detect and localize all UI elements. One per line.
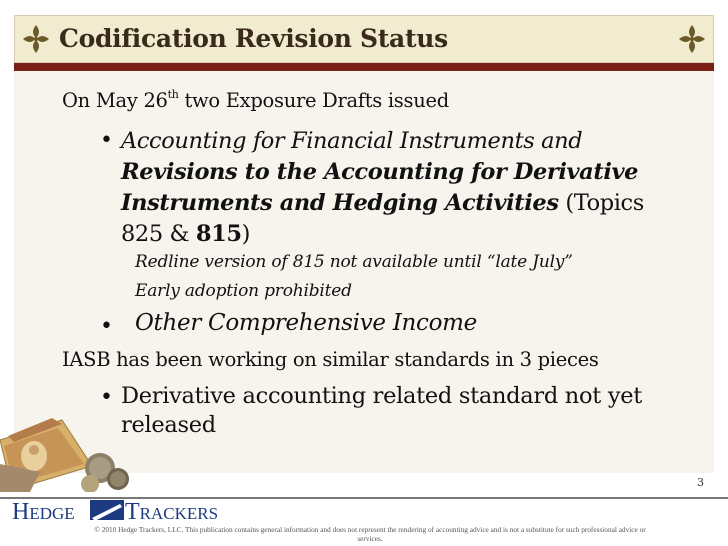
bullet-oci: Other Comprehensive Income [135,310,477,336]
iasb-line: IASB has been working on similar standards in 3 pieces [62,348,599,371]
bullet-derivative-standard: Derivative accounting related standard not yet released [121,383,642,438]
bullet-marker: • [100,385,113,410]
title-bar [14,15,714,63]
bullet-marker: • [100,314,113,339]
hedge-trackers-logo-mark [90,500,124,522]
bullet-marker: • [100,128,113,153]
page-title: Codification Revision Status [59,24,448,53]
ornament-right-icon [677,22,707,56]
footer-disclaimer: © 2010 Hedge Trackers, LLC. This publication contains general information and does not represent the rendering of accounting advice and is not a substitute for such professional advice or services. [94,525,646,543]
logo-trackers-text: Trackers [125,499,219,525]
sub-item-early-adoption: Early adoption prohibited [135,281,352,301]
hedge-trackers-logo [10,499,220,525]
currency-coins-image [0,412,130,492]
ornament-left-icon [21,22,51,56]
title-rule [14,63,714,71]
sub-item-redline: Redline version of 815 not available until “late July” [135,252,573,272]
page-number: 3 [697,476,704,489]
intro-line: On May 26th two Exposure Drafts issued [62,87,449,112]
logo-hedge-text: Hedge [12,499,75,525]
bullet-exposure-drafts: Accounting for Financial Instruments and Revisions to the Accounting for Derivative Instruments and Hedging Activities (Topics 825 & 815) [121,128,644,247]
